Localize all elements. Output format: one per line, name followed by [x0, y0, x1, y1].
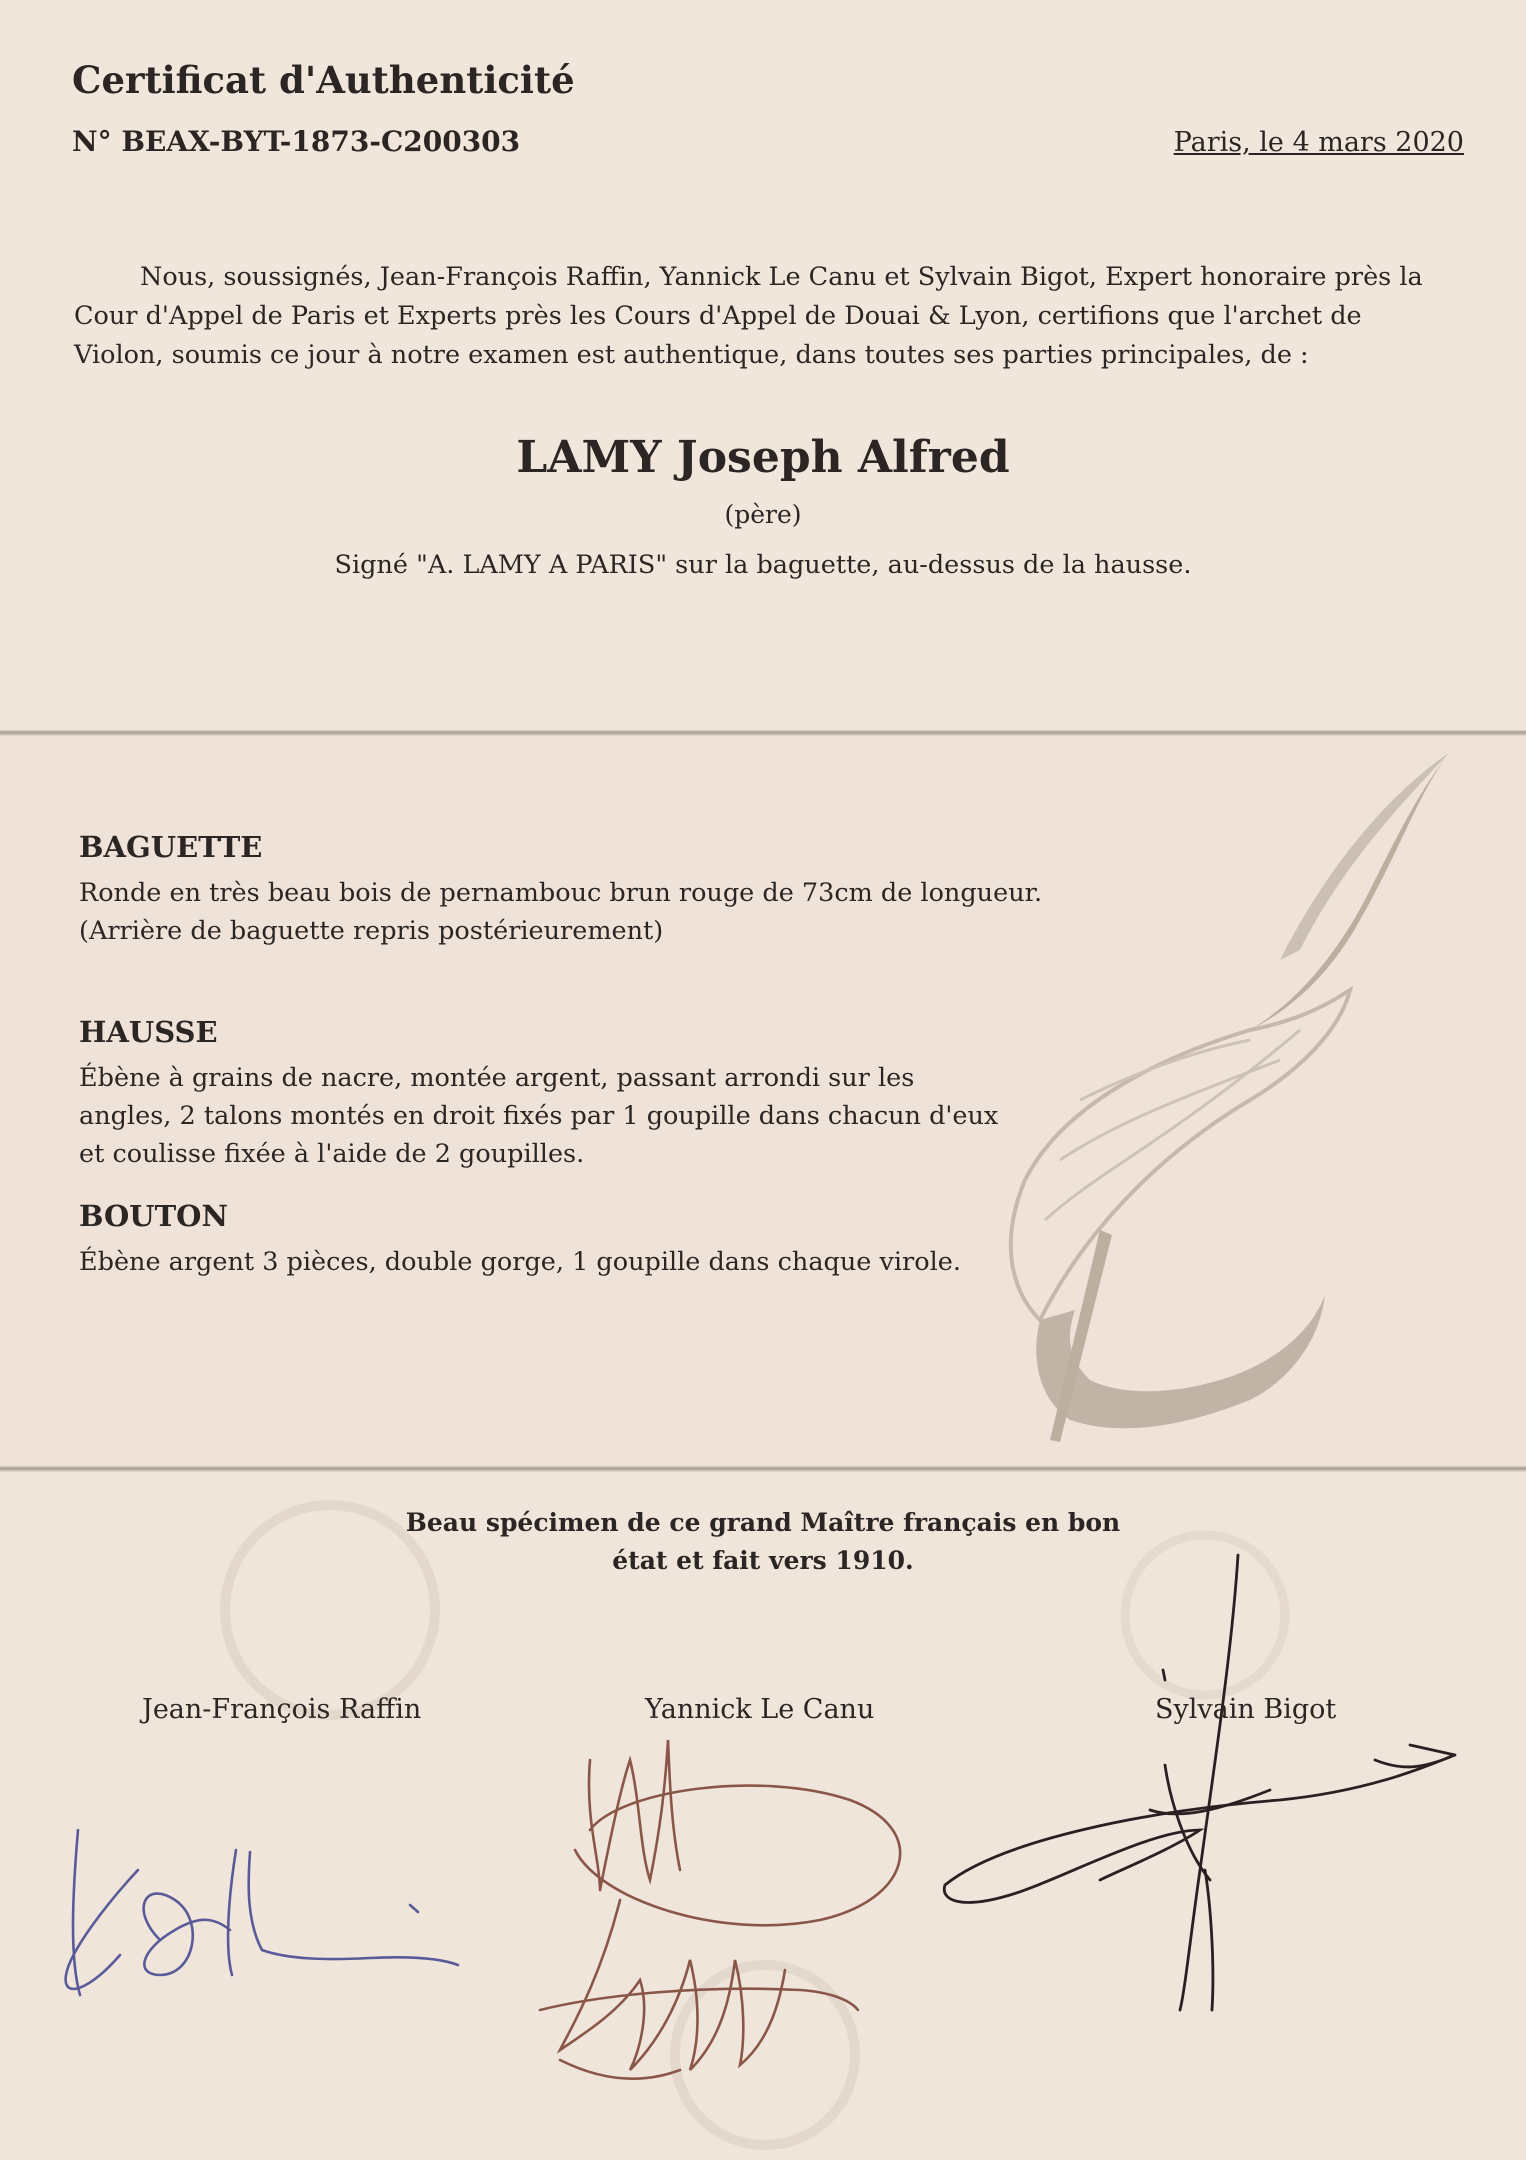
certificate-number: N° BEAX-BYT-1873-C200303 [72, 125, 521, 158]
section-line: Ronde en très beau bois de pernambouc brun rouge de 73cm de longueur. [79, 878, 1043, 908]
signer-name-raffin: Jean-François Raffin [142, 1694, 422, 1725]
certificate-title: Certificat d'Authenticité [72, 58, 575, 102]
section-heading-hausse: HAUSSE [79, 1015, 218, 1049]
conclusion-text [0, 1504, 1526, 1580]
certificate-date: Paris, le 4 mars 2020 [1173, 127, 1464, 158]
section-heading-bouton: BOUTON [79, 1199, 228, 1233]
section-line: (Arrière de baguette repris postérieurement) [79, 916, 664, 946]
section-line: Ébène à grains de nacre, montée argent, passant arrondi sur les angles, 2 talons montés en droit fixés par 1 goupille dans chacun d'eux et coulisse fixée à l'aide de 2 goupilles. [79, 1063, 999, 1169]
conclusion-line: Beau spécimen de ce grand Maître français en bon état et fait vers 1910. [405, 1508, 1121, 1575]
fold-line [0, 730, 1526, 736]
intro-paragraph: Nous, soussignés, Jean-François Raffin, Yannick Le Canu et Sylvain Bigot, Expert honoraire près la Cour d'Appel de Paris et Experts près les Cours d'Appel de Douai & Lyon, certifions que l'archet de Violon, soumis ce jour à notre examen est authentique, dans toutes ses parties principales, de : [74, 262, 1423, 370]
maker-qualifier: (père) [724, 500, 802, 529]
section-heading-baguette: BAGUETTE [79, 830, 263, 864]
maker-name: LAMY Joseph Alfred [516, 432, 1010, 483]
signer-name-bigot: Sylvain Bigot [1155, 1694, 1337, 1725]
maker-signature-note: Signé "A. LAMY A PARIS" sur la baguette, au-dessus de la hausse. [334, 550, 1192, 580]
signer-name-le-canu: Yannick Le Canu [645, 1694, 875, 1725]
fold-line [0, 1466, 1526, 1472]
section-line: Ébène argent 3 pièces, double gorge, 1 goupille dans chaque virole. [79, 1247, 961, 1277]
